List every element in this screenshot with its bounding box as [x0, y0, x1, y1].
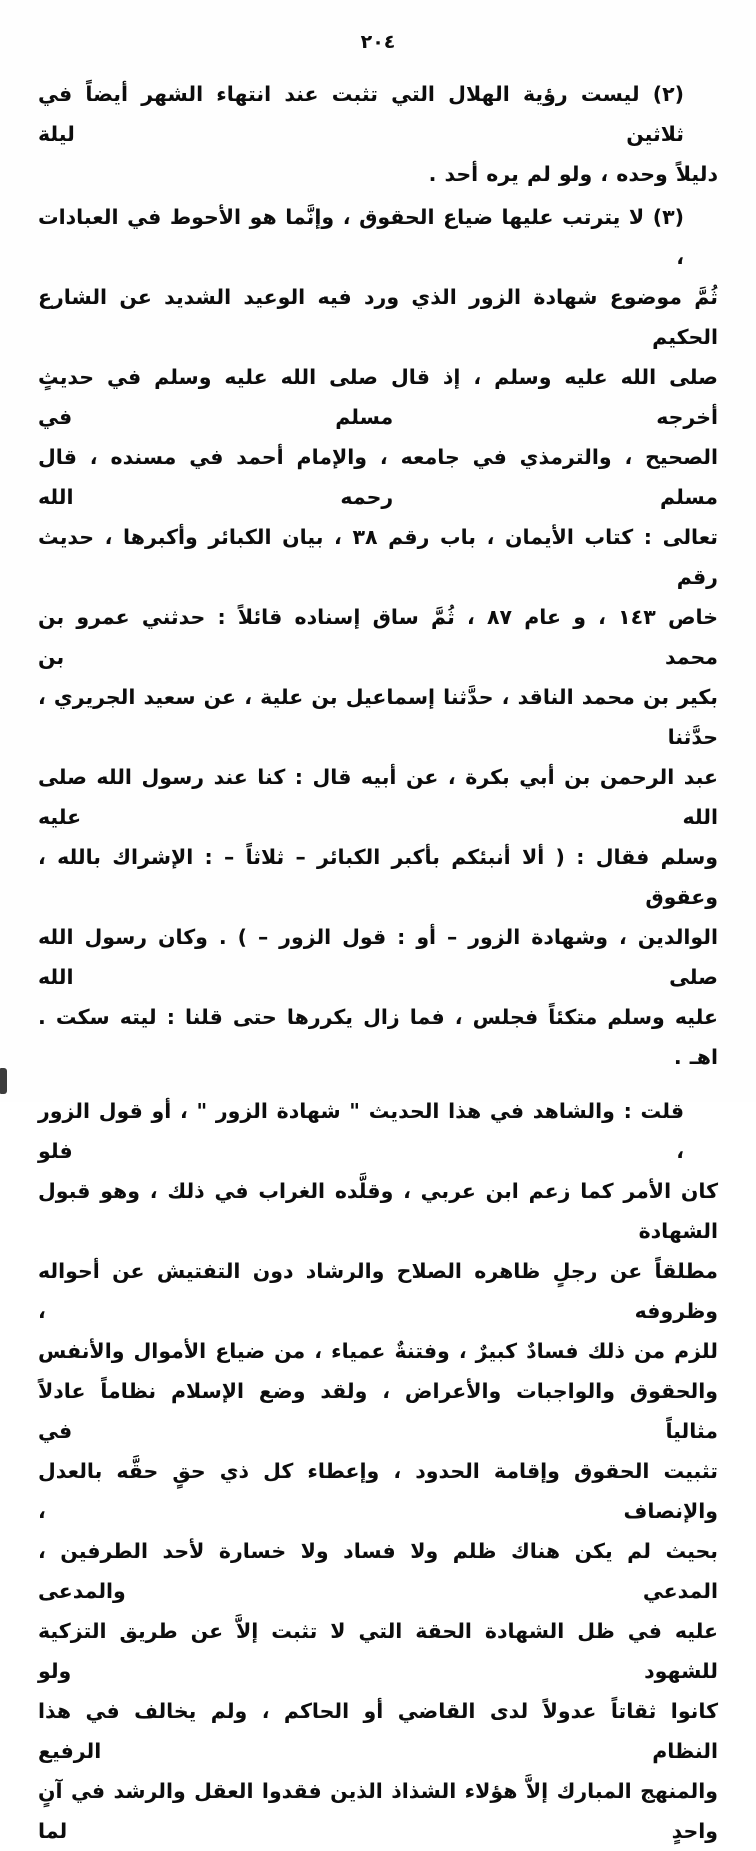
text-line: تعالى : كتاب الأيمان ، باب رقم ٣٨ ، بيان الكبائر وأكبرها ، حديث رقم: [38, 525, 718, 589]
text-line: دليلاً وحده ، ولو لم يره أحد .: [428, 162, 718, 186]
text-line: والحقوق والواجبات والأعراض ، ولقد وضع الإسلام نظاماً عادلاً مثالياً في: [38, 1379, 718, 1443]
text-line: بحيث لم يكن هناك ظلم ولا فساد ولا خسارة لأحد الطرفين ، المدعي والمدعى: [38, 1539, 718, 1603]
text-line: والمنهج المبارك إلاَّ هؤلاء الشذاذ الذين فقدوا العقل والرشد في آنٍ واحدٍ لما: [38, 1779, 718, 1843]
text-line: وسلم فقال : ( ألا أنبئكم بأكبر الكبائر – ثلاثاً – : الإشراك بالله ، وعقوق: [38, 845, 718, 909]
paragraph: [38, 74, 718, 194]
text-line: بكير بن محمد الناقد ، حدَّثنا إسماعيل بن علية ، عن سعيد الجريري ، حدَّثنا: [37, 685, 718, 749]
paragraph: [38, 277, 718, 1077]
text-line: عليه وسلم متكئاً فجلس ، فما زال يكررها حتى قلنا : ليته سكت . اهـ .: [38, 1005, 718, 1069]
text-line: عبد الرحمن بن أبي بكرة ، عن أبيه قال : كنا عند رسول الله صلى الله عليه: [38, 765, 718, 829]
text-line: الصحيح ، والترمذي في جامعه ، والإمام أحمد في مسنده ، قال مسلم رحمه الله: [38, 445, 718, 509]
text-line: قلت : والشاهد في هذا الحديث " شهادة الزور " ، أو قول الزور ، فلو: [38, 1099, 684, 1163]
text-block: [38, 74, 718, 1851]
text-line: (٣) لا يترتب عليها ضياع الحقوق ، وإنَّما هو الأحوط في العبادات ،: [38, 205, 684, 269]
text-line: تثبيت الحقوق وإقامة الحدود ، وإعطاء كل ذي حقٍ حقَّه بالعدل والإنصاف ،: [38, 1459, 718, 1523]
text-line: صلى الله عليه وسلم ، إذ قال صلى الله عليه وسلم في حديثٍ أخرجه مسلم في: [38, 365, 718, 429]
text-line: ثُمَّ موضوع شهادة الزور الذي ورد فيه الوعيد الشديد عن الشارع الحكيم: [38, 285, 718, 349]
text-line: كان الأمر كما زعم ابن عربي ، وقلَّده الغراب في ذلك ، وهو قبول الشهادة: [38, 1179, 718, 1243]
paragraph: [38, 197, 718, 277]
text-line: كانوا ثقاتاً عدولاً لدى القاضي أو الحاكم ، ولم يخالف في هذا النظام الرفيع: [38, 1699, 718, 1763]
scan-artifact: [0, 1068, 7, 1094]
page-number: ٢٠٤: [360, 31, 396, 53]
text-line: مطلقاً عن رجلٍ ظاهره الصلاح والرشاد دون التفتيش عن أحواله وظروفه ،: [38, 1259, 718, 1323]
text-line: للزم من ذلك فسادٌ كبيرٌ ، وفتنةٌ عمياء ، من ضياع الأموال والأنفس: [38, 1339, 718, 1363]
text-line: عليه في ظل الشهادة الحقة التي لا تثبت إلاَّ عن طريق التزكية للشهود ولو: [38, 1619, 718, 1683]
paragraph: [38, 1091, 718, 1851]
text-line: (٢) ليست رؤية الهلال التي تثبت عند انتهاء الشهر أيضاً في ثلاثين ليلة: [38, 82, 684, 146]
text-line: الوالدين ، وشهادة الزور – أو : قول الزور – ) . وكان رسول الله صلى الله: [38, 925, 718, 989]
lead-word: قلت: [640, 1099, 684, 1123]
text-line: خاص ١٤٣ ، و عام ٨٧ ، ثُمَّ ساق إسناده قائلاً : حدثني عمرو بن محمد بن: [38, 605, 718, 669]
